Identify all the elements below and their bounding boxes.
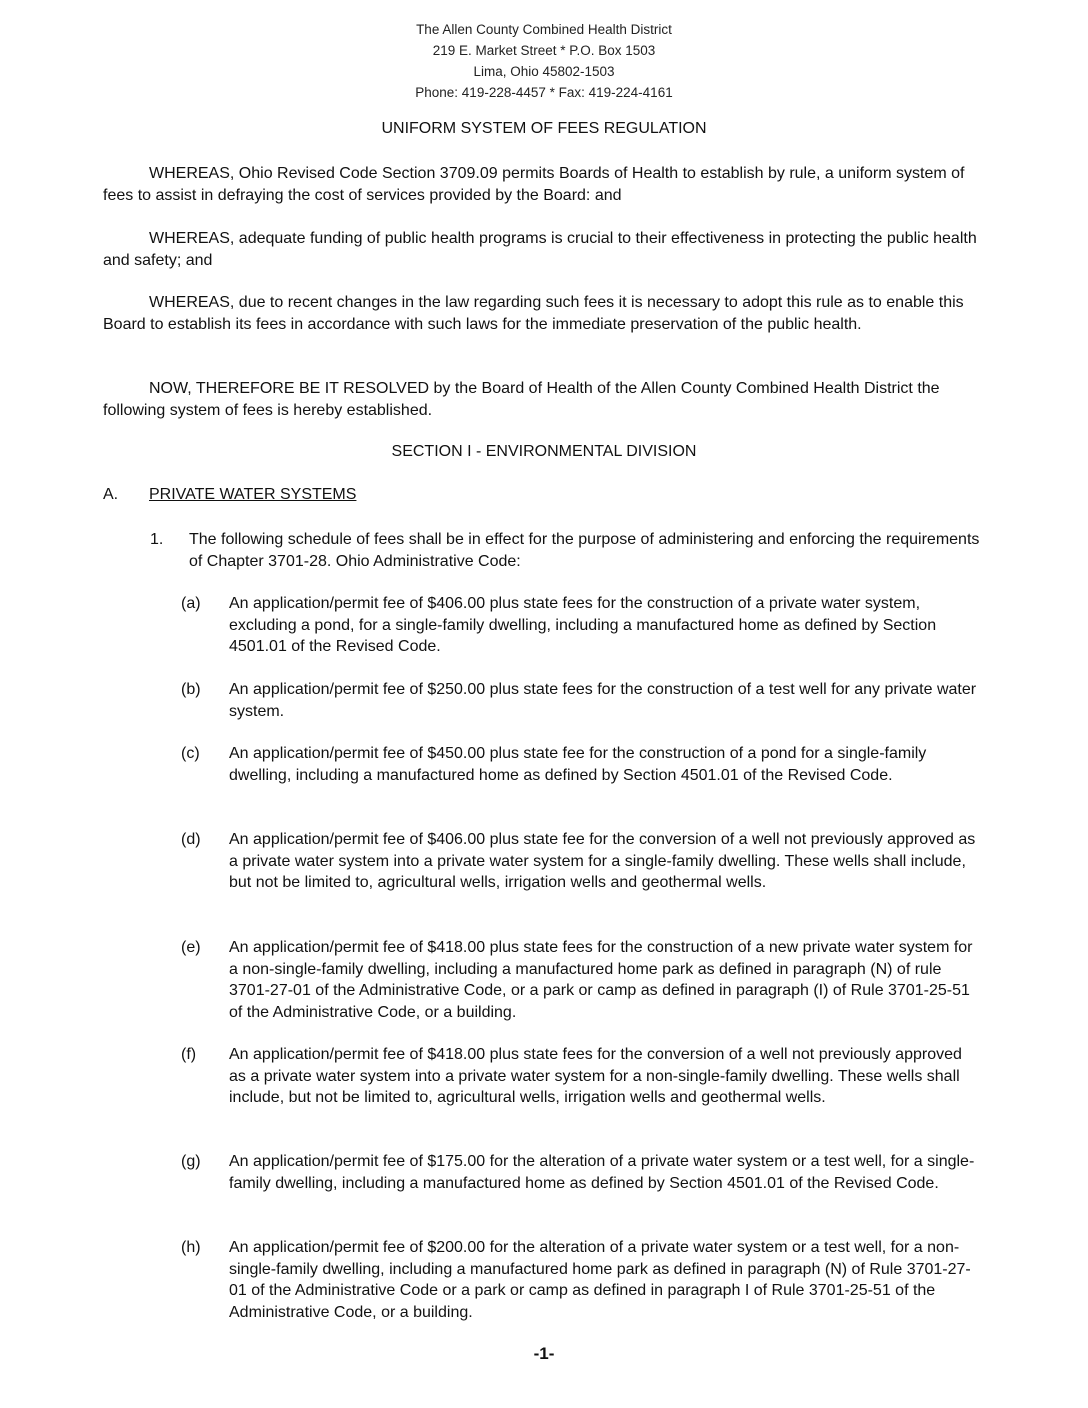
fee-item-text: An application/permit fee of $418.00 plus state fees for the construction of a new private water system for a non-single-family dwelling, including a manufactured home park as defined in paragraph (N) of rule 3701-27-01 of the Administrative Code, or a park or camp as defined in paragraph (I) of Rule 3701-25-51 of the Administrative Code, or a building.: [229, 939, 973, 1021]
fee-item-text: An application/permit fee of $406.00 plus state fee for the conversion of a well not previously approved as a private water system into a private water system for a single-family dwelling. These wells shall include, but not be limited to, agricultural wells, irrigation wells and geothermal wells.: [229, 831, 976, 891]
letterhead: [0, 19, 1088, 103]
fee-item-text: An application/permit fee of $406.00 plus state fees for the construction of a private water system, excluding a pond, for a single-family dwelling, including a manufactured home as defined by Section 4501.01 of the Revised Code.: [229, 595, 937, 655]
fee-item-text: An application/permit fee of $175.00 for the alteration of a private water system or a test well, for a single-family dwelling, including a manufactured home as defined by Section 4501.01 of the Revised Code.: [229, 1153, 975, 1192]
section-title: SECTION I - ENVIRONMENTAL DIVISION: [391, 443, 697, 460]
fee-item-label: (e): [181, 939, 201, 956]
fee-item-text: An application/permit fee of $418.00 plus state fees for the conversion of a well not previously approved as a private water system into a private water system for a non-single-family dwelling. These wells shall include, but not be limited to, agricultural wells, irrigation wells and geothermal wells.: [229, 1046, 962, 1106]
fee-item-label: (a): [181, 595, 201, 612]
letterhead-phone-fax: Phone: 419-228-4457 * Fax: 419-224-4161: [415, 85, 673, 100]
list-item-1-number: 1.: [150, 531, 164, 548]
fee-item-text: An application/permit fee of $250.00 plus state fees for the construction of a test well for any private water system.: [229, 681, 977, 720]
section-a-heading: [103, 486, 356, 504]
whereas-paragraph-2: WHEREAS, adequate funding of public health programs is crucial to their effectiveness in protecting the public health and safety; and: [103, 230, 977, 269]
fee-item-label: (h): [181, 1239, 201, 1256]
whereas-paragraph-1: WHEREAS, Ohio Revised Code Section 3709.09 permits Boards of Health to establish by rule, a uniform system of fees to assist in defraying the cost of services provided by the Board: and: [103, 165, 965, 204]
fee-item-text: An application/permit fee of $200.00 for the alteration of a private water system or a test well, for a non-single-family dwelling, including a manufactured home park as defined in paragraph (N) of Rule 3701-27-01 of the Administrative Code or a park or camp as defined in paragraph I of Rule 3701-25-51 of the Administrative Code, or a building.: [229, 1239, 971, 1321]
fee-item-label: (f): [181, 1046, 197, 1063]
list-item-1-text: The following schedule of fees shall be in effect for the purpose of administering and enforcing the requirements of Chapter 3701-28. Ohio Administrative Code:: [189, 531, 980, 570]
fee-item-text: An application/permit fee of $450.00 plus state fee for the construction of a pond for a single-family dwelling, including a manufactured home as defined by Section 4501.01 of the Revised Code.: [229, 745, 927, 784]
letterhead-org-name: The Allen County Combined Health District: [416, 22, 672, 37]
letterhead-street: 219 E. Market Street * P.O. Box 1503: [432, 43, 656, 58]
fee-item-label: (b): [181, 681, 201, 698]
document-title: UNIFORM SYSTEM OF FEES REGULATION: [381, 120, 707, 137]
letterhead-city: Lima, Ohio 45802-1503: [473, 64, 615, 79]
fee-item-label: (d): [181, 831, 201, 848]
resolved-paragraph: NOW, THEREFORE BE IT RESOLVED by the Board of Health of the Allen County Combined Health District the following system of fees is hereby established.: [103, 380, 940, 419]
fee-item-label: (g): [181, 1153, 201, 1170]
whereas-paragraph-3: WHEREAS, due to recent changes in the law regarding such fees it is necessary to adopt this rule as to enable this Board to establish its fees in accordance with such laws for the immediate preservation of the public health.: [103, 294, 964, 333]
fee-item-label: (c): [181, 745, 200, 762]
section-a-label: A.: [103, 486, 119, 503]
page-number: -1-: [533, 1344, 555, 1363]
section-a-title: PRIVATE WATER SYSTEMS: [149, 486, 357, 503]
